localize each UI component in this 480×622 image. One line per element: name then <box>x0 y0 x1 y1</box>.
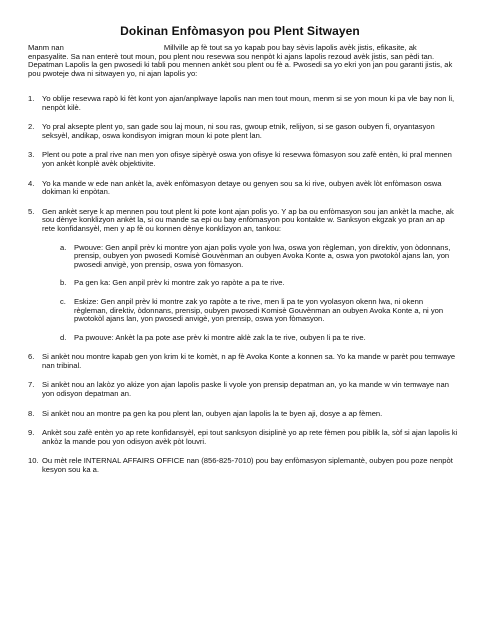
sub-list-item <box>42 334 458 343</box>
item-text: Si ankèt nou an montre pa gen ka pou plent lan, oubyen ajan lapolis la te byen aji, dosye a ap fèmen. <box>42 408 383 418</box>
list-item <box>28 95 458 112</box>
sub-list-item <box>42 279 458 288</box>
list-item <box>28 353 458 370</box>
item-text: Yo oblije resevwa rapò ki fèt kont yon ajan/anplwaye lapolis nan men tout moun, menm si se yon moun ki pa vle bay non li, nenpòt kilè. <box>42 94 455 112</box>
item-number: 8. <box>28 408 35 418</box>
item-text: Gen ankèt serye k ap mennen pou tout plent ki pote kont ajan polis yo. Y ap ba ou enfòmasyon sou jan ankèt la mache, ak sou dènye konklizyon ankèt la, si ou mande sa epi ou bay enfòmasyon pou kontakte w. Sanksyon ekgzak yo pran an ap rete konfidansyèl, men y ap fè ou konnen dènye konklizyon an, tankou: <box>42 206 454 233</box>
item-text: Yo pral aksepte plent yo, san gade sou laj moun, ni sou ras, gwoup etnik, relijyon, si se gason oubyen fi, oryantasyon seksyèl, andikap, oswa kondisyon imigran moun ki pote plent lan. <box>42 122 435 140</box>
item-number: 7. <box>28 380 35 390</box>
sub-item-text: Eskize: Gen anpil prèv ki montre zak yo rapòte a te rive, men li pa te yon vyolasyon okenn lwa, ni okenn règleman, direktiv, òdonnans, prensip, oubyen pwosedi Komisè Gouvènman an oubyen Avoka Konte a, ni yon pwotokòl ajans lan, yon pwosedi anvigè, yon prensip, oswa yon fòmasyon. <box>74 296 444 324</box>
sub-list <box>42 244 458 343</box>
sub-item-letter: b. <box>60 278 67 288</box>
rights-list <box>28 95 458 486</box>
sub-list-item <box>42 244 458 270</box>
list-item <box>28 151 458 168</box>
item-number: 2. <box>28 122 35 132</box>
sub-item-letter: a. <box>60 242 67 252</box>
item-number: 4. <box>28 178 35 188</box>
sub-item-text: Pwouve: Gen anpil prèv ki montre yon ajan polis vyole yon lwa, oswa yon règleman, yon direktiv, yon òdonnans, prensip, oubyen yon pwosedi Komisè Gouvènman an oubyen Avoka Konte a, oswa yon pwotokòl ajans lan, yon pwosedi anvigè, yon prensip, oswa yon fòmasyon. <box>74 242 451 269</box>
item-text: Ou mèt rele INTERNAL AFFAIRS OFFICE nan (856-825-7010) pou bay enfòmasyon siplemantè, oubyen pou poze nenpòt kesyon sou ka a. <box>42 456 453 475</box>
item-number: 10. <box>28 456 39 466</box>
item-text: Si ankèt nou montre kapab gen yon krim ki te komèt, n ap fè Avoka Konte a konnen sa. Yo ka mande w parèt pou temwaye nan tribinal. <box>42 352 456 370</box>
list-item <box>28 429 458 446</box>
sub-item-letter: d. <box>60 332 67 342</box>
item-text: Ankèt sou zafè entèn yo ap rete konfidansyèl, epi tout sanksyon disiplinè yo ap rete fèmen pou piblik la, sòf si ajan lapolis ki ankòz la mande pou yon odisyon avèk pòt louvri. <box>42 428 458 446</box>
list-item <box>28 123 458 140</box>
document-title: Dokinan Enfòmasyon pou Plent Sitwayen <box>120 24 360 38</box>
item-number: 5. <box>28 206 35 216</box>
item-number: 6. <box>28 352 35 362</box>
list-item <box>28 208 458 343</box>
intro-paragraph <box>28 44 458 78</box>
sub-item-text: Pa pwouve: Ankèt la pa pote ase prèv ki montre aklè zak la te rive, oubyen li pa te rive. <box>74 332 366 342</box>
item-text: Plent ou pote a pral rive nan men yon ofisye sipèryè oswa yon ofisye ki resevwa fòmasyon sou zafè entèn, ki pral mennen yon ankèt konplè avèk objektivite. <box>42 150 452 168</box>
intro-text: Millville ap fè tout sa yo kapab pou bay sèvis lapolis avèk jistis, efikasite, ak enpasyalite. Sa nan enterè tout moun, pou plent nou resevwa sou nenpòt ki ajans lapolis rezoud avèk jistis, san pèdi tan. Depatman Lapolis la gen pwosedi ki tabli pou mennen ankèt sou plent ou fè a. Pwosedi sa yo ekri yon jan pou garanti jistis, ak pou pwoteje dwa ni sitwayen yo, ni ajan lapolis yo: <box>28 43 453 78</box>
intro-prefix: Manm nan <box>28 43 64 52</box>
item-number: 9. <box>28 428 35 438</box>
list-item <box>28 381 458 398</box>
item-number: 3. <box>28 150 35 160</box>
item-number: 1. <box>28 94 35 103</box>
sub-item-text: Pa gen ka: Gen anpil prèv ki montre zak yo rapòte a pa te rive. <box>74 278 285 288</box>
list-item <box>28 180 458 197</box>
list-item <box>28 457 458 474</box>
list-item <box>28 410 458 419</box>
item-text: Yo ka mande w ede nan ankèt la, avèk enfòmasyon detaye ou genyen sou sa ki rive, oubyen avèk lòt enfòmason oswa dokiman ki enpòtan. <box>42 178 442 197</box>
sub-item-letter: c. <box>60 296 66 306</box>
item-text: Si ankèt nou an lakòz yo akize yon ajan lapolis paske li vyole yon prensip depatman an, yo ka mande w vin temwaye nan yon odisyon depatman an. <box>42 380 449 399</box>
sub-list-item <box>42 298 458 324</box>
